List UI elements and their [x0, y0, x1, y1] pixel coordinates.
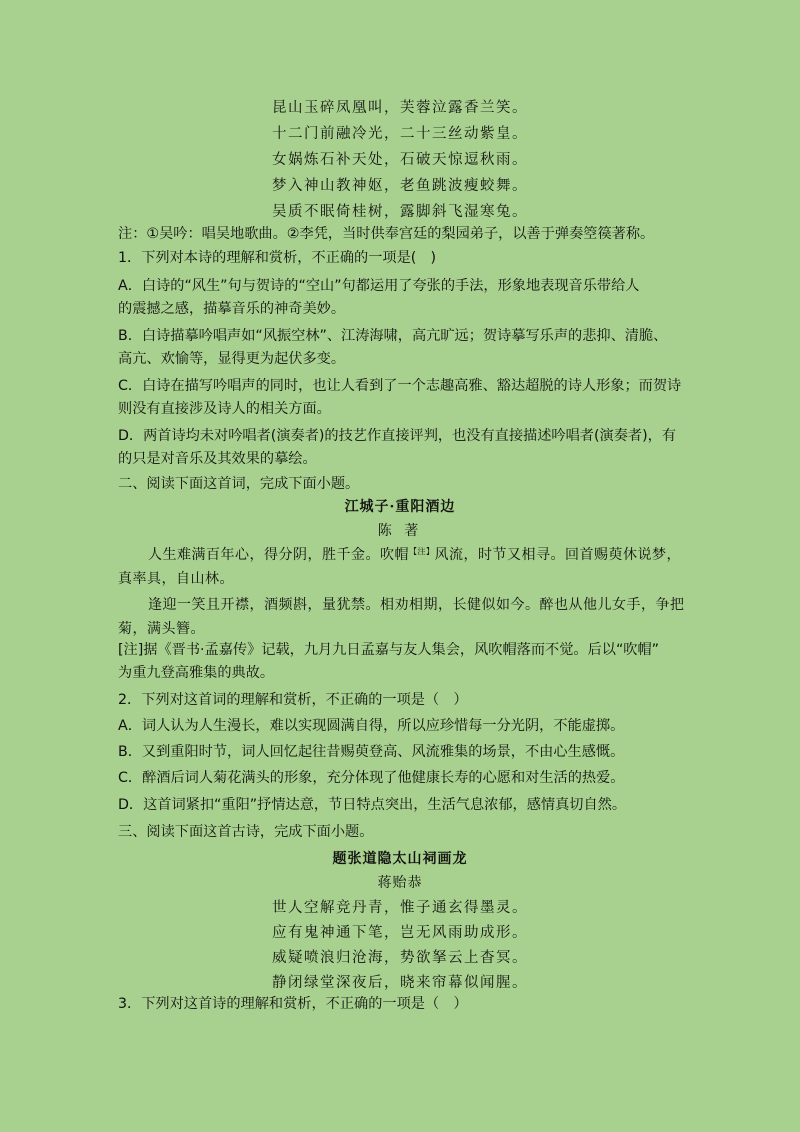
question-2-option-a: A．词人认为人生漫长，难以实现圆满自得，所以应珍惜每一分光阴，不能虚掷。: [118, 718, 625, 734]
question-3-stem: 3．下列对这首诗的理解和赏析，不正确的一项是（ ）: [118, 996, 468, 1012]
question-1-stem: 1．下列对本诗的理解和赏析，不正确的一项是( ): [118, 250, 437, 266]
poem3-line: 世人空解竞丹青，惟子通玄得墨灵。: [272, 900, 528, 916]
question-1-option-c: C．白诗在描写吟唱声的同时，也让人看到了一个志趣高雅、豁达超脱的诗人形象；而贺诗: [118, 378, 682, 394]
ci-text: 风流，时节又相寻。回首赐萸休说梦，: [434, 547, 681, 563]
ci-text: 人生难满百年心，得分阴，胜千金。吹帽: [148, 547, 409, 563]
poem1-note: 注：①吴吟：唱吴地歌曲。②李凭，当时供奉宫廷的梨园弟子，以善于弹奏箜篌著称。: [118, 226, 655, 242]
question-1-option-a: A．白诗的“风生”句与贺诗的“空山”句都运用了夸张的手法，形象地表现音乐带给人: [118, 278, 640, 294]
question-2-option-d: D．这首词紧扣“重阳”抒情达意，节日特点突出，生活气息浓郁，感情真切自然。: [118, 797, 627, 813]
poem3-title: 题张道隐太山祠画龙: [332, 851, 468, 867]
question-1-option-d: D．两首诗均未对吟唱者(演奏者)的技艺作直接评判，也没有直接描述吟唱者(演奏者)，有: [118, 428, 677, 444]
ci-stanza-2: 逢迎一笑且开襟，酒频斟，量犹禁。相劝相期，长健似如今。醉也从他儿女手，争把: [148, 597, 685, 613]
ci-stanza-1: [148, 544, 708, 564]
question-1-option-c-cont: 则没有直接涉及诗人的相关方面。: [118, 401, 331, 417]
ci-title: 江城子·重阳酒边: [344, 499, 456, 515]
question-1-option-b: B．白诗描摹吟唱声如“风振空林”、江涛海啸，高亢旷远；贺诗摹写乐声的悲抑、清脆、: [118, 328, 668, 344]
poem3-line: 应有鬼神通下笔，岂无风雨助成形。: [272, 925, 528, 941]
question-2-option-b: B．又到重阳时节，词人回忆起往昔赐萸登高、风流雅集的场景，不由心生感慨。: [118, 744, 625, 760]
ci-author: 陈 著: [377, 523, 423, 539]
ci-note-marker: 【注】: [409, 547, 435, 556]
ci-stanza-2-cont: 菊，满头簪。: [118, 621, 205, 637]
section-2-heading: 二、阅读下面这首词，完成下面小题。: [118, 476, 360, 492]
question-2-stem: 2．下列对这首词的理解和赏析，不正确的一项是（ ）: [118, 692, 468, 708]
ci-stanza-1-cont: 真率具，自山林。: [118, 571, 234, 587]
poem3-line: 威疑喷浪归沧海，势欲拏云上杳冥。: [272, 950, 528, 966]
poem1-line: 女娲炼石补天处，石破天惊逗秋雨。: [272, 152, 528, 168]
ci-note: [注]据《晋书·孟嘉传》记载，九月九日孟嘉与友人集会，风吹帽落而不觉。后以“吹帽”: [118, 642, 660, 658]
poem1-line: 昆山玉碎凤凰叫，芙蓉泣露香兰笑。: [272, 100, 528, 116]
poem1-line: 梦入神山教神妪，老鱼跳波瘦蛟舞。: [272, 178, 528, 194]
question-1-option-a-cont: 的震撼之感，描摹音乐的神奇美妙。: [118, 301, 346, 317]
poem1-line: 十二门前融冷光，二十三丝动紫皇。: [272, 126, 528, 142]
section-3-heading: 三、阅读下面这首古诗，完成下面小题。: [118, 824, 374, 840]
poem1-line: 吴质不眠倚桂树，露脚斜飞湿寒兔。: [272, 204, 528, 220]
question-1-option-b-cont: 高亢、欢愉等，显得更为起伏多变。: [118, 351, 346, 367]
question-1-option-d-cont: 的只是对音乐及其效果的摹绘。: [118, 451, 317, 467]
question-2-option-c: C．醉酒后词人菊花满头的形象，充分体现了他健康长寿的心愿和对生活的热爱。: [118, 770, 625, 786]
poem3-author: 蒋贻恭: [377, 875, 423, 891]
poem3-line: 静闭绿堂深夜后，晓来帘幕似闻腥。: [272, 975, 528, 991]
ci-note-cont: 为重九登高雅集的典故。: [118, 665, 275, 681]
